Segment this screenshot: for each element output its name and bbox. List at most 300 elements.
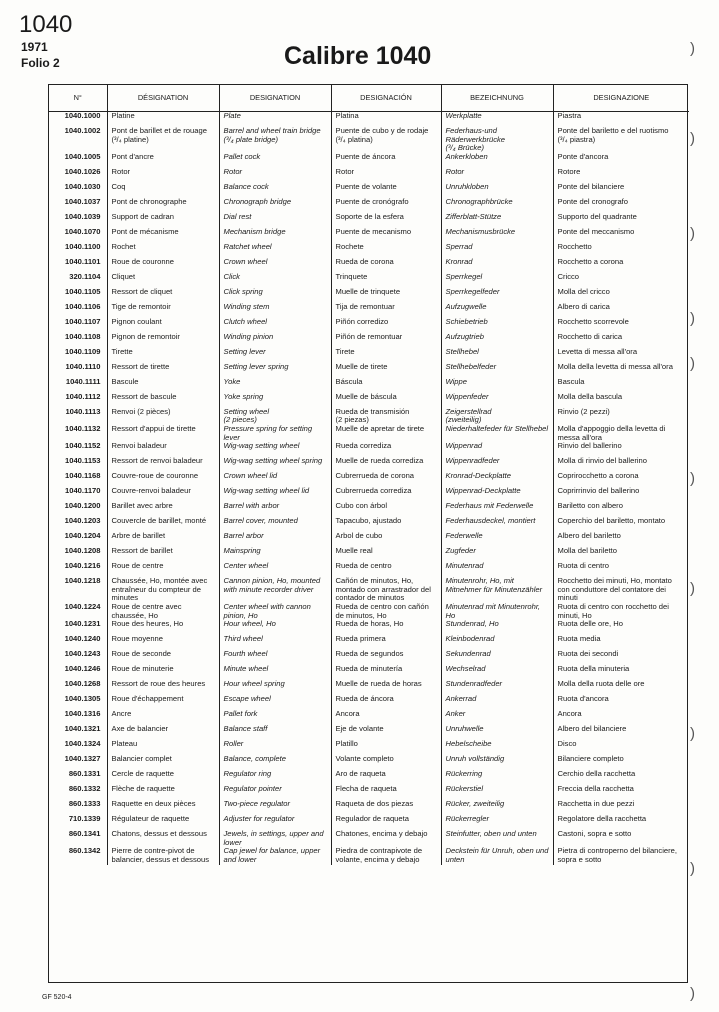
designation-de: Niederhaltefeder für Stellhebel (441, 425, 553, 442)
designation-en: Hour wheel spring (219, 680, 331, 695)
designation-de: Rückerring (441, 770, 553, 785)
designation-de: Wippenrad-Deckplatte (441, 487, 553, 502)
designation-es: Muelle de tirete (331, 363, 441, 378)
table-row (49, 517, 689, 532)
part-number: 1040.1231 (64, 620, 101, 629)
part-number: 1040.1246 (64, 665, 101, 674)
designation-fr: Balancier complet (107, 755, 219, 770)
designation-de: Rotor (441, 168, 553, 183)
designation-de: Stellhebel (441, 348, 553, 363)
margin-mark-icon: ) (690, 580, 695, 597)
designation-it: Racchetta in due pezzi (553, 800, 689, 815)
designation-fr: Ressort de barillet (107, 547, 219, 562)
designation-en: Regulator ring (219, 770, 331, 785)
part-number: 1040.1208 (64, 547, 101, 556)
designation-de: Federhausdeckel, montiert (441, 517, 553, 532)
designation-en: Escape wheel (219, 695, 331, 710)
designation-it: Rocchetto di carica (553, 333, 689, 348)
designation-fr: Ressort de bascule (107, 393, 219, 408)
part-number: 1040.1005 (64, 152, 101, 161)
designation-it: Molla di rinvio del ballerino (553, 457, 689, 472)
header-french: DÉSIGNATION (107, 85, 219, 112)
designation-de: Chronographbrücke (441, 198, 553, 213)
designation-en: Hour wheel, Ho (219, 620, 331, 635)
part-number: 1040.1327 (64, 755, 101, 764)
table-row (49, 800, 689, 815)
designation-it: Levetta di messa all'ora (553, 348, 689, 363)
table-row (49, 457, 689, 472)
table-row (49, 502, 689, 517)
designation-de: Federwelle (441, 532, 553, 547)
table-row (49, 442, 689, 457)
margin-mark-icon: ) (690, 470, 695, 487)
table-row (49, 472, 689, 487)
table-row (49, 168, 689, 183)
designation-it: Ruota dei secondi (553, 650, 689, 665)
designation-es: Tapacubo, ajustado (331, 517, 441, 532)
designation-en: Rotor (219, 168, 331, 183)
designation-en: Click (219, 273, 331, 288)
part-number: 1040.1153 (65, 457, 101, 466)
part-number: 1040.1321 (64, 725, 101, 734)
margin-mark-icon: ) (690, 985, 695, 1002)
designation-en: Cap jewel for balance, upper and lower (219, 847, 331, 864)
designation-de: Kronrad-Deckplatte (441, 472, 553, 487)
designation-de: Federhaus mit Federwelle (441, 502, 553, 517)
designation-fr: Tirette (107, 348, 219, 363)
designation-en: Mechanism bridge (219, 228, 331, 243)
designation-de: Zeigerstellrad (zweiteilig) (441, 408, 553, 425)
designation-es: Cubrerrueda corrediza (331, 487, 441, 502)
designation-it: Coprirocchetto a corona (553, 472, 689, 487)
designation-fr: Roue moyenne (107, 635, 219, 650)
designation-es: Eje de volante (331, 725, 441, 740)
table-row (49, 847, 689, 864)
designation-it: Molla del cricco (553, 288, 689, 303)
designation-fr: Rotor (107, 168, 219, 183)
designation-fr: Pignon de remontoir (107, 333, 219, 348)
part-number: 1040.1030 (64, 182, 101, 191)
designation-fr: Bascule (107, 378, 219, 393)
designation-it: Ancora (553, 710, 689, 725)
table-row (49, 532, 689, 547)
table-row (49, 333, 689, 348)
table-row (49, 740, 689, 755)
designation-en: Barrel arbor (219, 532, 331, 547)
designation-fr: Ancre (107, 710, 219, 725)
designation-de: Wippenfeder (441, 393, 553, 408)
designation-it: Ponte del cronografo (553, 198, 689, 213)
part-number: 1040.1218 (64, 577, 101, 586)
designation-en: Fourth wheel (219, 650, 331, 665)
designation-fr: Pierre de contre-pivot de balancier, dessus et dessous (107, 847, 219, 864)
part-number: 1040.1268 (64, 680, 101, 689)
designation-en: Regulator pointer (219, 785, 331, 800)
designation-fr: Pont de barillet et de rouage (³/₄ platine) (107, 127, 219, 153)
part-number: 1040.1070 (64, 227, 101, 236)
designation-de: Sperrad (441, 243, 553, 258)
part-number: 1040.1203 (64, 517, 101, 526)
designation-it: Castoni, sopra e sotto (553, 830, 689, 847)
part-number: 1040.1107 (65, 317, 101, 326)
table-row (49, 112, 689, 128)
designation-it: Bascula (553, 378, 689, 393)
designation-es: Tirete (331, 348, 441, 363)
designation-en: Wig-wag setting wheel lid (219, 487, 331, 502)
part-number: 1040.1109 (65, 347, 101, 356)
table-row (49, 562, 689, 577)
form-code: GF 520-4 (42, 994, 72, 1001)
designation-es: Tija de remontuar (331, 303, 441, 318)
designation-fr: Cliquet (107, 273, 219, 288)
table-row (49, 695, 689, 710)
designation-fr: Cercle de raquette (107, 770, 219, 785)
designation-it: Ruota delle ore, Ho (553, 620, 689, 635)
designation-fr: Ressort de renvoi baladeur (107, 457, 219, 472)
designation-es: Muelle de apretar de tirete (331, 425, 441, 442)
table-row (49, 830, 689, 847)
designation-es: Flecha de raqueta (331, 785, 441, 800)
designation-it: Ruota d'ancora (553, 695, 689, 710)
designation-de: Minutenrohr, Ho, mit Mitnehmer für Minutenzähler (441, 577, 553, 603)
designation-es: Muelle de báscula (331, 393, 441, 408)
designation-it: Rinvio del ballerino (553, 442, 689, 457)
designation-en: Wig-wag setting wheel spring (219, 457, 331, 472)
designation-es: Báscula (331, 378, 441, 393)
designation-fr: Ressort d'appui de tirette (107, 425, 219, 442)
designation-de: Stundenradfeder (441, 680, 553, 695)
table-row (49, 680, 689, 695)
designation-en: Plate (219, 112, 331, 128)
designation-es: Trinquete (331, 273, 441, 288)
margin-mark-icon: ) (690, 310, 695, 327)
designation-es: Rotor (331, 168, 441, 183)
designation-fr: Couvre-renvoi baladeur (107, 487, 219, 502)
part-number: 1040.1110 (65, 362, 101, 371)
designation-de: Stundenrad, Ho (441, 620, 553, 635)
part-number: 1040.1240 (64, 635, 101, 644)
designation-de: Schiebetrieb (441, 318, 553, 333)
designation-fr: Chaussée, Ho, montée avec entraîneur du compteur de minutes (107, 577, 219, 603)
part-number: 1040.1216 (64, 562, 101, 571)
designation-es: Regulador de raqueta (331, 815, 441, 830)
designation-es: Piñón corredizo (331, 318, 441, 333)
designation-fr: Arbre de barillet (107, 532, 219, 547)
designation-de: Werkplatte (441, 112, 553, 128)
designation-de: Zugfeder (441, 547, 553, 562)
table-row (49, 243, 689, 258)
margin-mark-icon: ) (690, 860, 695, 877)
table-row (49, 318, 689, 333)
part-number: 710.1339 (68, 815, 101, 824)
designation-en: Mainspring (219, 547, 331, 562)
designation-en: Clutch wheel (219, 318, 331, 333)
designation-de: Sekundenrad (441, 650, 553, 665)
header-number: N° (49, 85, 107, 112)
designation-es: Puente de áncora (331, 153, 441, 168)
designation-fr: Renvoi baladeur (107, 442, 219, 457)
designation-de: Rückerstiel (441, 785, 553, 800)
designation-es: Rueda de minutería (331, 665, 441, 680)
designation-de: Sperrkegelfeder (441, 288, 553, 303)
table-row (49, 547, 689, 562)
designation-it: Coprirrinvio del ballerino (553, 487, 689, 502)
designation-fr: Ressort de roue des heures (107, 680, 219, 695)
designation-it: Ruota della minuteria (553, 665, 689, 680)
margin-mark-icon: ) (690, 725, 695, 742)
part-number: 1040.1170 (65, 487, 101, 496)
part-number: 1040.1106 (65, 302, 101, 311)
designation-es: Puente de cronógrafo (331, 198, 441, 213)
designation-es: Platina (331, 112, 441, 128)
table-row (49, 665, 689, 680)
designation-de: Zifferblatt-Stütze (441, 213, 553, 228)
table-row (49, 425, 689, 442)
part-number: 860.1332 (68, 785, 101, 794)
designation-de: Wechselrad (441, 665, 553, 680)
designation-es: Puente de cubo y de rodaje (³/₄ platina) (331, 127, 441, 153)
designation-es: Rochete (331, 243, 441, 258)
designation-fr: Platine (107, 112, 219, 128)
designation-en: Third wheel (219, 635, 331, 650)
part-number: 1040.1113 (65, 407, 101, 416)
designation-fr: Raquette en deux pièces (107, 800, 219, 815)
table-row (49, 348, 689, 363)
part-number: 1040.1224 (64, 602, 101, 611)
designation-en: Balance cock (219, 183, 331, 198)
header-spanish: DESIGNACIÓN (331, 85, 441, 112)
part-number: 1040.1037 (64, 197, 101, 206)
designation-fr: Rochet (107, 243, 219, 258)
designation-it: Rotore (553, 168, 689, 183)
designation-de: Aufzugwelle (441, 303, 553, 318)
designation-es: Soporte de la esfera (331, 213, 441, 228)
part-number: 1040.1168 (65, 472, 101, 481)
designation-en: Winding pinion (219, 333, 331, 348)
designation-fr: Tige de remontoir (107, 303, 219, 318)
designation-es: Rueda de segundos (331, 650, 441, 665)
designation-fr: Pignon coulant (107, 318, 219, 333)
designation-es: Platillo (331, 740, 441, 755)
table-row (49, 258, 689, 273)
designation-es: Cubrerrueda de corona (331, 472, 441, 487)
designation-en: Yoke (219, 378, 331, 393)
table-row (49, 378, 689, 393)
designation-de: Ankerrad (441, 695, 553, 710)
part-number: 1040.1039 (64, 212, 101, 221)
designation-fr: Roue des heures, Ho (107, 620, 219, 635)
table-row (49, 710, 689, 725)
designation-it: Rocchetto a corona (553, 258, 689, 273)
designation-fr: Couvre-roue de couronne (107, 472, 219, 487)
designation-de: Kronrad (441, 258, 553, 273)
designation-es: Rueda de centro con cañón de minutos, Ho (331, 603, 441, 620)
designation-en: Barrel and wheel train bridge (³/₄ plate bridge) (219, 127, 331, 153)
part-number: 1040.1112 (65, 392, 101, 401)
designation-en: Pressure spring for setting lever (219, 425, 331, 442)
designation-fr: Roue de centre (107, 562, 219, 577)
designation-de: Kleinbodenrad (441, 635, 553, 650)
designation-es: Aro de raqueta (331, 770, 441, 785)
part-number: 1040.1105 (65, 287, 101, 296)
designation-en: Center wheel with cannon pinion, Ho (219, 603, 331, 620)
designation-es: Muelle de rueda corrediza (331, 457, 441, 472)
designation-de: Unruhwelle (441, 725, 553, 740)
designation-it: Rocchetto (553, 243, 689, 258)
table-row (49, 635, 689, 650)
designation-de: Anker (441, 710, 553, 725)
designation-en: Ratchet wheel (219, 243, 331, 258)
designation-fr: Pont de chronographe (107, 198, 219, 213)
designation-en: Setting wheel (2 pieces) (219, 408, 331, 425)
table-row (49, 603, 689, 620)
designation-fr: Roue de minuterie (107, 665, 219, 680)
designation-it: Cerchio della racchetta (553, 770, 689, 785)
designation-it: Albero di carica (553, 303, 689, 318)
designation-fr: Renvoi (2 pièces) (107, 408, 219, 425)
designation-it: Ponte d'ancora (553, 153, 689, 168)
designation-en: Balance, complete (219, 755, 331, 770)
margin-mark-icon: ) (690, 355, 695, 372)
designation-de: Hebelscheibe (441, 740, 553, 755)
designation-fr: Pont de mécanisme (107, 228, 219, 243)
designation-de: Wippenrad (441, 442, 553, 457)
folio-label: Folio 2 (21, 56, 60, 70)
year-label: 1971 (21, 40, 48, 54)
designation-es: Piñón de remontuar (331, 333, 441, 348)
designation-fr: Ressort de cliquet (107, 288, 219, 303)
designation-it: Ponte del bariletto e del ruotismo (³/₄ piastra) (553, 127, 689, 153)
part-number: 1040.1204 (64, 532, 101, 541)
designation-it: Molla del bariletto (553, 547, 689, 562)
designation-de: Unruhkloben (441, 183, 553, 198)
designation-it: Molla d'appoggio della levetta di messa all'ora (553, 425, 689, 442)
designation-en: Click spring (219, 288, 331, 303)
designation-it: Bilanciere completo (553, 755, 689, 770)
designation-fr: Coq (107, 183, 219, 198)
part-number: 1040.1132 (65, 424, 101, 433)
part-number: 1040.1200 (64, 502, 101, 511)
designation-de: Federhaus-und Räderwerkbrücke (³/₄ Brücke) (441, 127, 553, 153)
table-row (49, 153, 689, 168)
designation-es: Rueda de centro (331, 562, 441, 577)
table-row (49, 620, 689, 635)
designation-fr: Roue de centre avec chaussée, Ho (107, 603, 219, 620)
part-number: 1040.1243 (64, 650, 101, 659)
designation-en: Barrel cover, mounted (219, 517, 331, 532)
designation-en: Dial rest (219, 213, 331, 228)
designation-es: Piedra de contrapivote de volante, encima y debajo (331, 847, 441, 864)
designation-es: Muelle de rueda de horas (331, 680, 441, 695)
designation-fr: Barillet avec arbre (107, 502, 219, 517)
part-number: 860.1333 (68, 800, 101, 809)
designation-it: Piastra (553, 112, 689, 128)
designation-de: Sperrkegel (441, 273, 553, 288)
designation-es: Rueda de transmisión (2 piezas) (331, 408, 441, 425)
designation-it: Bariletto con albero (553, 502, 689, 517)
table-row (49, 273, 689, 288)
part-number: 1040.1111 (65, 377, 101, 386)
designation-fr: Plateau (107, 740, 219, 755)
part-number: 1040.1316 (64, 710, 101, 719)
calibre-code: 1040 (19, 11, 73, 38)
designation-it: Albero del bariletto (553, 532, 689, 547)
table-row (49, 487, 689, 502)
part-number: 1040.1101 (65, 257, 101, 266)
designation-de: Rücker, zweiteilig (441, 800, 553, 815)
margin-mark-icon: ) (690, 130, 695, 147)
designation-fr: Roue de seconde (107, 650, 219, 665)
designation-de: Wippenradfeder (441, 457, 553, 472)
table-row (49, 755, 689, 770)
designation-en: Setting lever spring (219, 363, 331, 378)
designation-it: Albero del bilanciere (553, 725, 689, 740)
designation-fr: Support de cadran (107, 213, 219, 228)
part-number: 860.1342 (68, 847, 101, 856)
table-row (49, 213, 689, 228)
table-row (49, 770, 689, 785)
table-row (49, 288, 689, 303)
designation-it: Disco (553, 740, 689, 755)
designation-en: Setting lever (219, 348, 331, 363)
page-title: Calibre 1040 (284, 42, 432, 70)
designation-es: Chatones, encima y debajo (331, 830, 441, 847)
designation-fr: Pont d'ancre (107, 153, 219, 168)
part-number: 1040.1026 (64, 167, 101, 176)
designation-es: Rueda primera (331, 635, 441, 650)
part-number: 1040.1152 (65, 442, 101, 451)
part-number: 1040.1324 (64, 740, 101, 749)
designation-it: Ruota di centro (553, 562, 689, 577)
parts-sheet (48, 84, 688, 983)
designation-fr: Flèche de raquette (107, 785, 219, 800)
designation-en: Yoke spring (219, 393, 331, 408)
designation-en: Crown wheel lid (219, 472, 331, 487)
designation-es: Puente de mecanismo (331, 228, 441, 243)
table-row (49, 408, 689, 425)
designation-en: Minute wheel (219, 665, 331, 680)
designation-it: Molla della bascula (553, 393, 689, 408)
designation-it: Ruota di centro con rocchetto dei minuti, Ho (553, 603, 689, 620)
designation-it: Molla della ruota delle ore (553, 680, 689, 695)
designation-fr: Chatons, dessus et dessous (107, 830, 219, 847)
designation-es: Rueda de corona (331, 258, 441, 273)
designation-fr: Axe de balancier (107, 725, 219, 740)
designation-de: Deckstein für Unruh, oben und unten (441, 847, 553, 864)
part-number: 320.1104 (69, 272, 101, 281)
designation-es: Rueda de horas, Ho (331, 620, 441, 635)
table-row (49, 183, 689, 198)
designation-de: Stellhebelfeder (441, 363, 553, 378)
part-number: 860.1341 (68, 830, 101, 839)
table-row (49, 577, 689, 603)
designation-fr: Couvercle de barillet, monté (107, 517, 219, 532)
designation-it: Rocchetto dei minuti, Ho, montato con conduttore del contatore dei minuti (553, 577, 689, 603)
designation-es: Muelle real (331, 547, 441, 562)
designation-it: Supporto del quadrante (553, 213, 689, 228)
part-number: 1040.1100 (65, 242, 101, 251)
designation-fr: Roue de couronne (107, 258, 219, 273)
designation-fr: Régulateur de raquette (107, 815, 219, 830)
designation-es: Cubo con árbol (331, 502, 441, 517)
designation-en: Roller (219, 740, 331, 755)
part-number: 860.1331 (68, 770, 101, 779)
designation-it: Rocchetto scorrevole (553, 318, 689, 333)
designation-es: Arbol de cubo (331, 532, 441, 547)
margin-mark-icon: ) (690, 225, 695, 242)
designation-de: Ankerkloben (441, 153, 553, 168)
designation-en: Crown wheel (219, 258, 331, 273)
